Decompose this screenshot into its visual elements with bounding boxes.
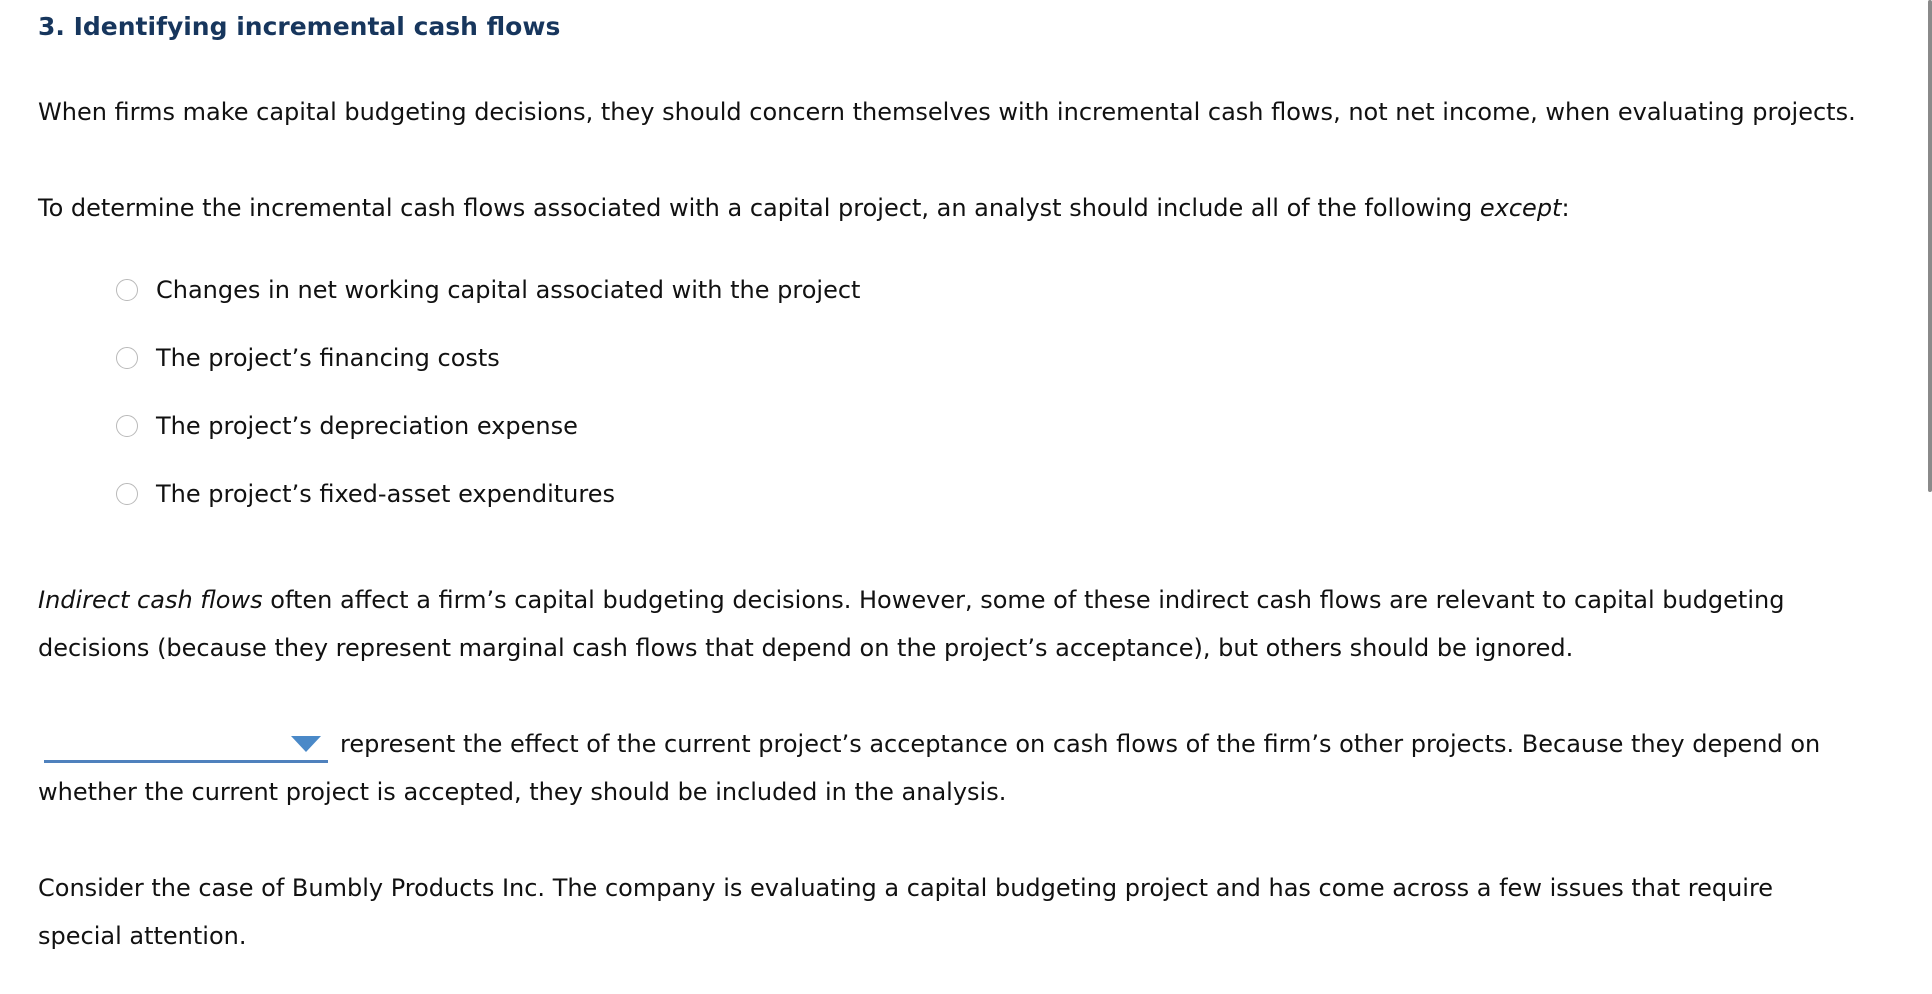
question-title: 3. Identifying incremental cash flows xyxy=(38,12,561,41)
prompt-italic-except: except xyxy=(1479,194,1562,222)
prompt-colon: : xyxy=(1561,194,1570,222)
case-line-1: Consider the case of Bumbly Products Inc. The company is evaluating a capital budgeting project and has come across a few issues that require xyxy=(38,874,1774,902)
option-depreciation-expense[interactable] xyxy=(116,406,578,446)
prompt-text: To determine the incremental cash flows associated with a capital project, an analyst should include all of the following xyxy=(38,194,1480,222)
indirect-line-1-rest: often affect a firm’s capital budgeting decisions. However, some of these indirect cash flows are relevant to capital budgeting xyxy=(262,586,1785,614)
option-financing-costs[interactable] xyxy=(116,338,500,378)
vertical-scrollbar[interactable] xyxy=(1928,0,1932,492)
dropdown-sentence-paragraph xyxy=(38,720,1820,816)
option-label: Changes in net working capital associated with the project xyxy=(156,276,861,304)
radio-button[interactable] xyxy=(116,279,138,301)
dropdown-sentence-line-1-text: represent the effect of the current project’s acceptance on cash flows of the firm’s other projects. Because they depend on xyxy=(340,730,1821,758)
case-paragraph xyxy=(38,864,1773,960)
radio-button[interactable] xyxy=(116,483,138,505)
option-label: The project’s financing costs xyxy=(156,344,500,372)
indirect-line-2: decisions (because they represent marginal cash flows that depend on the project’s acceptance), but others should be ignored. xyxy=(38,634,1574,662)
indirect-line-1 xyxy=(38,576,1784,624)
radio-button[interactable] xyxy=(116,415,138,437)
case-line-2: special attention. xyxy=(38,922,247,950)
option-fixed-asset-expenditures[interactable] xyxy=(116,474,615,514)
dropdown-sentence-line-2: whether the current project is accepted, they should be included in the analysis. xyxy=(38,778,1007,806)
intro-paragraph: When firms make capital budgeting decisions, they should concern themselves with incremental cash flows, not net income, when evaluating projects. xyxy=(38,98,1856,126)
option-label: The project’s fixed-asset expenditures xyxy=(156,480,615,508)
option-label: The project’s depreciation expense xyxy=(156,412,578,440)
indirect-cash-flows-paragraph xyxy=(38,576,1784,672)
radio-button[interactable] xyxy=(116,347,138,369)
indirect-italic-term: Indirect cash flows xyxy=(38,586,263,614)
dropdown-sentence-line-1 xyxy=(38,720,1820,768)
prompt-paragraph xyxy=(38,184,1570,232)
option-net-working-capital[interactable] xyxy=(116,270,860,310)
